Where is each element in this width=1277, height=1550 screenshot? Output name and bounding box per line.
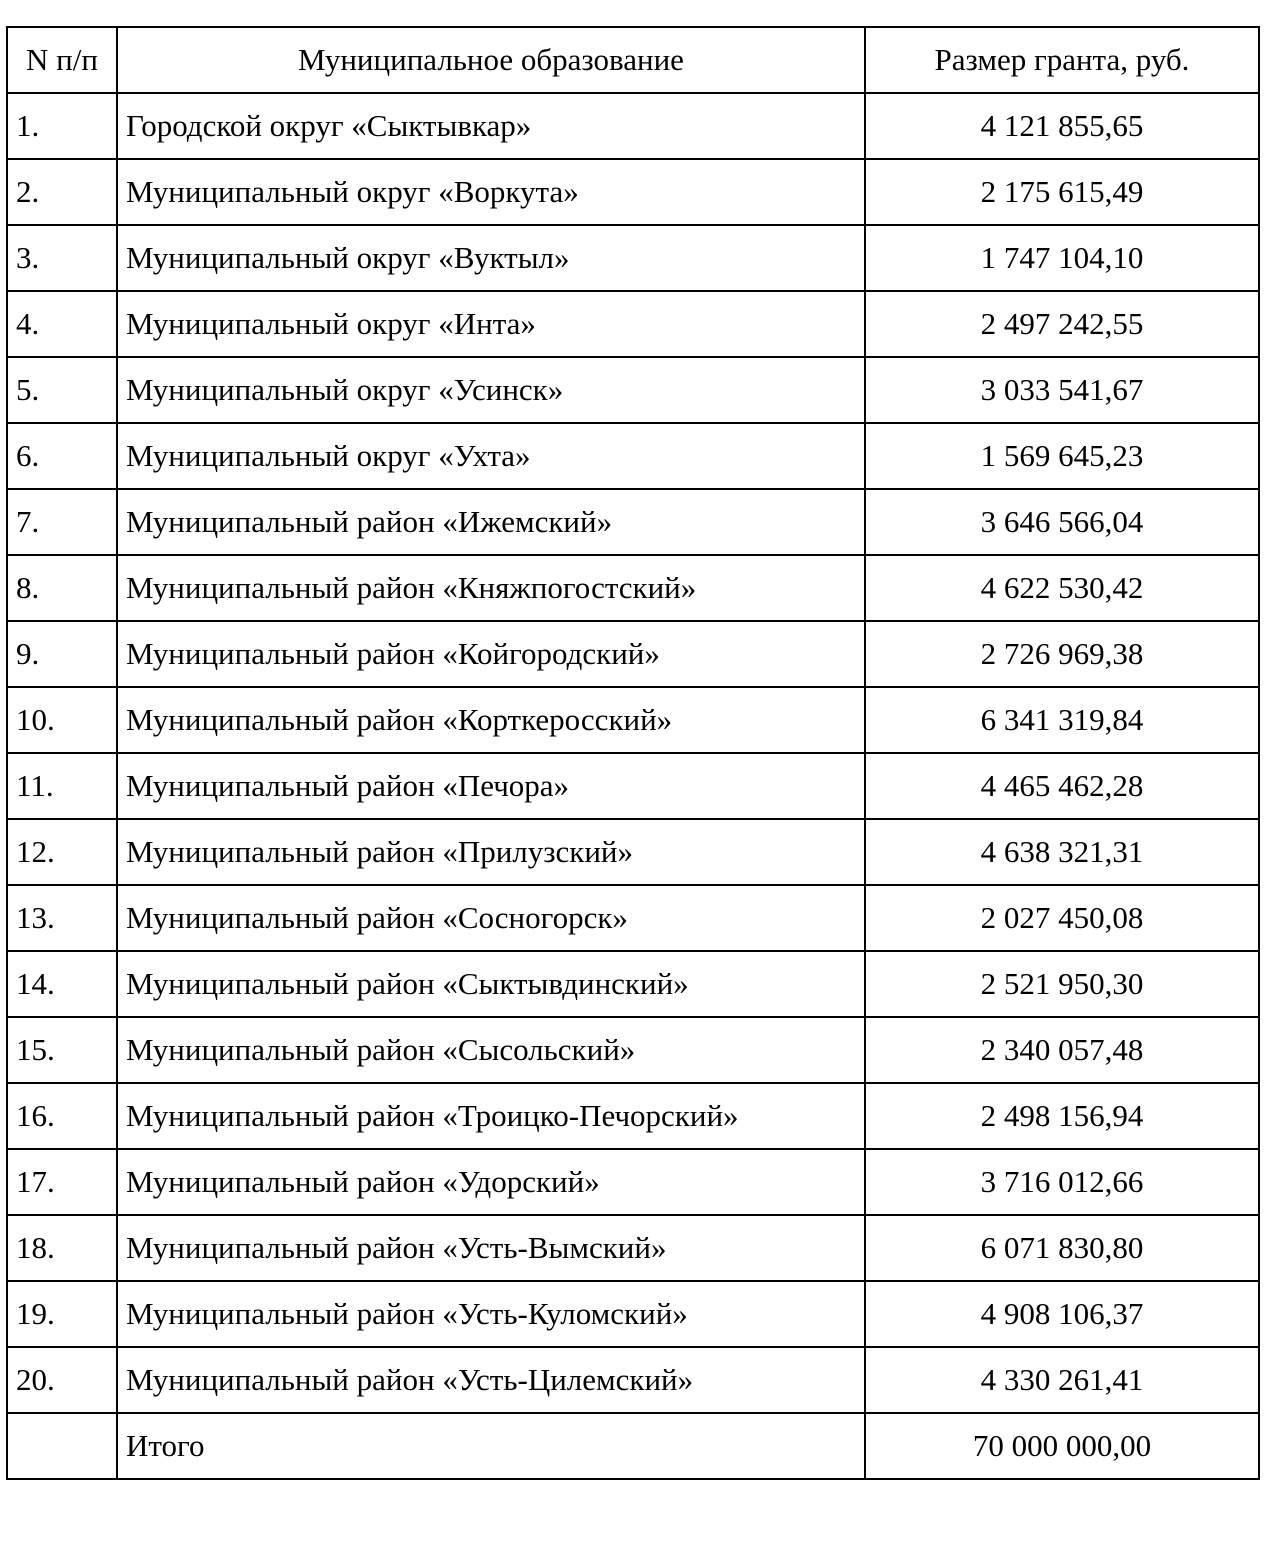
row-number: 6. xyxy=(7,423,117,489)
table-row xyxy=(7,357,1259,423)
municipality-name: Муниципальный район «Усть-Цилемский» xyxy=(117,1347,865,1413)
grant-amount: 2 726 969,38 xyxy=(865,621,1259,687)
table-body xyxy=(7,93,1259,1413)
row-number: 8. xyxy=(7,555,117,621)
row-number: 11. xyxy=(7,753,117,819)
row-number: 13. xyxy=(7,885,117,951)
municipality-name: Муниципальный округ «Воркута» xyxy=(117,159,865,225)
row-number: 7. xyxy=(7,489,117,555)
header-num: N п/п xyxy=(7,27,117,93)
municipality-name: Муниципальный район «Княжпогостский» xyxy=(117,555,865,621)
row-number: 14. xyxy=(7,951,117,1017)
row-number: 3. xyxy=(7,225,117,291)
grant-amount: 2 497 242,55 xyxy=(865,291,1259,357)
table-row xyxy=(7,159,1259,225)
grant-amount: 4 330 261,41 xyxy=(865,1347,1259,1413)
grant-amount: 2 175 615,49 xyxy=(865,159,1259,225)
table-row xyxy=(7,753,1259,819)
municipality-name: Городской округ «Сыктывкар» xyxy=(117,93,865,159)
municipality-name: Муниципальный район «Сысольский» xyxy=(117,1017,865,1083)
municipality-name: Муниципальный район «Сыктывдинский» xyxy=(117,951,865,1017)
row-number: 2. xyxy=(7,159,117,225)
grant-amount: 4 638 321,31 xyxy=(865,819,1259,885)
row-number: 9. xyxy=(7,621,117,687)
municipality-name: Муниципальный район «Сосногорск» xyxy=(117,885,865,951)
municipality-name: Муниципальный район «Удорский» xyxy=(117,1149,865,1215)
municipality-name: Муниципальный район «Усть-Куломский» xyxy=(117,1281,865,1347)
table-row xyxy=(7,93,1259,159)
table-row xyxy=(7,1215,1259,1281)
municipality-name: Муниципальный район «Ижемский» xyxy=(117,489,865,555)
row-number: 4. xyxy=(7,291,117,357)
grant-amount: 4 121 855,65 xyxy=(865,93,1259,159)
municipality-name: Муниципальный район «Печора» xyxy=(117,753,865,819)
row-number: 18. xyxy=(7,1215,117,1281)
grants-table xyxy=(6,26,1260,1480)
municipality-name: Муниципальный округ «Инта» xyxy=(117,291,865,357)
table-footer xyxy=(7,1413,1259,1479)
grant-amount: 1 569 645,23 xyxy=(865,423,1259,489)
grant-amount: 6 071 830,80 xyxy=(865,1215,1259,1281)
grant-amount: 3 716 012,66 xyxy=(865,1149,1259,1215)
table-row xyxy=(7,621,1259,687)
table-row xyxy=(7,819,1259,885)
row-number: 20. xyxy=(7,1347,117,1413)
grant-amount: 3 646 566,04 xyxy=(865,489,1259,555)
header-name: Муниципальное образование xyxy=(117,27,865,93)
row-number: 19. xyxy=(7,1281,117,1347)
row-number: 1. xyxy=(7,93,117,159)
table-row xyxy=(7,423,1259,489)
grant-amount: 4 908 106,37 xyxy=(865,1281,1259,1347)
municipality-name: Муниципальный район «Усть-Вымский» xyxy=(117,1215,865,1281)
municipality-name: Муниципальный район «Корткеросский» xyxy=(117,687,865,753)
total-num xyxy=(7,1413,117,1479)
table-row xyxy=(7,489,1259,555)
table-row xyxy=(7,1347,1259,1413)
grant-amount: 2 498 156,94 xyxy=(865,1083,1259,1149)
grant-amount: 4 622 530,42 xyxy=(865,555,1259,621)
table-row xyxy=(7,885,1259,951)
table-row xyxy=(7,225,1259,291)
grant-amount: 3 033 541,67 xyxy=(865,357,1259,423)
table-row xyxy=(7,1281,1259,1347)
table-row xyxy=(7,1083,1259,1149)
row-number: 15. xyxy=(7,1017,117,1083)
municipality-name: Муниципальный район «Троицко-Печорский» xyxy=(117,1083,865,1149)
total-row xyxy=(7,1413,1259,1479)
total-amount: 70 000 000,00 xyxy=(865,1413,1259,1479)
table-row xyxy=(7,1149,1259,1215)
municipality-name: Муниципальный округ «Усинск» xyxy=(117,357,865,423)
table-row xyxy=(7,555,1259,621)
row-number: 12. xyxy=(7,819,117,885)
header-amount: Размер гранта, руб. xyxy=(865,27,1259,93)
row-number: 17. xyxy=(7,1149,117,1215)
grant-amount: 2 340 057,48 xyxy=(865,1017,1259,1083)
grant-amount: 4 465 462,28 xyxy=(865,753,1259,819)
header-row xyxy=(7,27,1259,93)
grant-amount: 2 521 950,30 xyxy=(865,951,1259,1017)
grant-amount: 1 747 104,10 xyxy=(865,225,1259,291)
table-row xyxy=(7,1017,1259,1083)
total-label: Итого xyxy=(117,1413,865,1479)
table-row xyxy=(7,687,1259,753)
row-number: 16. xyxy=(7,1083,117,1149)
row-number: 10. xyxy=(7,687,117,753)
row-number: 5. xyxy=(7,357,117,423)
municipality-name: Муниципальный округ «Вуктыл» xyxy=(117,225,865,291)
municipality-name: Муниципальный район «Койгородский» xyxy=(117,621,865,687)
municipality-name: Муниципальный округ «Ухта» xyxy=(117,423,865,489)
grant-amount: 6 341 319,84 xyxy=(865,687,1259,753)
table-header xyxy=(7,27,1259,93)
municipality-name: Муниципальный район «Прилузский» xyxy=(117,819,865,885)
table-row xyxy=(7,951,1259,1017)
table-row xyxy=(7,291,1259,357)
grant-amount: 2 027 450,08 xyxy=(865,885,1259,951)
